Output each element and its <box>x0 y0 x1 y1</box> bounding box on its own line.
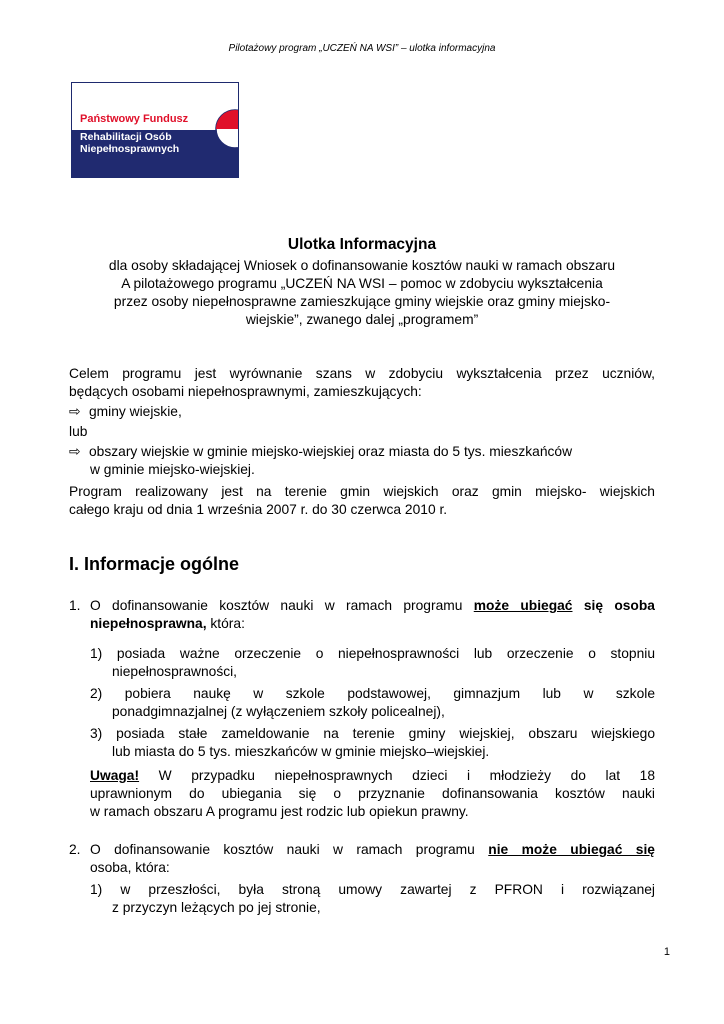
item-1-sub-3-cont: lub miasta do 5 tys. mieszkańców w gminie miejsko–wiejskiej. <box>112 744 490 759</box>
item-1-sub-3: 3) posiada stałe zameldowanie na terenie gminy wiejskiej, obszaru wiejskiego <box>90 726 655 741</box>
item-2-sub-1-cont: z przyczyn leżących po jej stronie, <box>112 900 321 915</box>
pfron-logo <box>71 82 239 178</box>
can-apply-text: może ubiegać <box>473 598 573 613</box>
item-1-sub-2: 2) pobiera naukę w szkole podstawowej, gimnazjum lub w szkole <box>90 686 655 701</box>
bullet-2-text: obszary wiejskie w gminie miejsko-wiejskiej oraz miasta do 5 tys. mieszkańców <box>89 444 573 459</box>
item-1-number: 1. <box>69 598 81 613</box>
logo-circle-icon <box>214 108 239 150</box>
arrow-right-icon: ⇨ <box>69 444 81 459</box>
logo-line-3: Niepełnosprawnych <box>80 143 180 155</box>
logo-text <box>80 131 179 155</box>
bullet-1 <box>69 404 182 420</box>
or-text: lub <box>69 424 88 439</box>
item-1-sub-1-cont: niepełnosprawności, <box>112 664 238 679</box>
item-2-line-2: osoba, która: <box>90 860 170 875</box>
program-line-2: całego kraju od dnia 1 września 2007 r. do 30 czerwca 2010 r. <box>69 502 448 517</box>
bullet-1-text: gminy wiejskie, <box>89 404 182 419</box>
item-1-sub-1: 1) posiada ważne orzeczenie o niepełnosprawności lub orzeczenie o stopniu <box>90 646 655 661</box>
intro-line-1: Celem programu jest wyrównanie szans w zdobyciu wykształcenia przez uczniów, <box>69 366 655 381</box>
note-label: Uwaga! <box>90 768 140 783</box>
subtitle-line-4: wiejskie”, zwanego dalej „programem” <box>245 312 479 327</box>
logo-line-1: Państwowy Fundusz <box>80 113 189 125</box>
cannot-apply-text: nie może ubiegać się <box>488 842 655 857</box>
item-1-line-2: niepełnosprawna, która: <box>90 616 245 631</box>
arrow-right-icon: ⇨ <box>69 404 81 419</box>
item-2-number: 2. <box>69 842 81 857</box>
bullet-2-continued: w gminie miejsko-wiejskiej. <box>90 462 255 477</box>
note-line-1: Uwaga! W przypadku niepełnosprawnych dzieci i młodzieży do lat 18 <box>90 768 655 783</box>
bullet-2 <box>69 444 572 460</box>
item-2-line-1: O dofinansowanie kosztów nauki w ramach programu nie może ubiegać się <box>90 842 655 857</box>
item-2-sub-1: 1) w przeszłości, była stroną umowy zawartej z PFRON i rozwiązanej <box>90 882 655 897</box>
item-1-line-1: O dofinansowanie kosztów nauki w ramach programu może ubiegać się osoba <box>90 598 655 613</box>
subtitle-line-1: dla osoby składającej Wniosek o dofinansowanie kosztów nauki w ramach obszaru <box>108 258 616 273</box>
subtitle-line-2: A pilotażowego programu „UCZEŃ NA WSI – pomoc w zdobyciu wykształcenia <box>121 276 603 291</box>
note-line-2: uprawnionym do ubiegania się o przyznanie dofinansowania kosztów nauki <box>90 786 655 801</box>
item-1-sub-2-cont: ponadgimnazjalnej (z wyłączeniem szkoły policealnej), <box>112 704 445 719</box>
subtitle-line-3: przez osoby niepełnosprawne zamieszkujące gminy wiejskie oraz gminy miejsko- <box>113 294 611 309</box>
program-line-1: Program realizowany jest na terenie gmin wiejskich oraz gmin miejsko- wiejskich <box>69 484 655 499</box>
section-heading: I. Informacje ogólne <box>69 554 240 574</box>
logo-line-2: Rehabilitacji Osób <box>80 131 172 143</box>
note-line-3: w ramach obszaru A programu jest rodzic lub opiekun prawny. <box>90 804 469 819</box>
page-header: Pilotażowy program „UCZEŃ NA WSI” – ulotka informacyjna <box>228 43 496 54</box>
intro-line-2: będących osobami niepełnosprawnymi, zamieszkujących: <box>69 384 422 399</box>
page-number: 1 <box>663 946 670 958</box>
document-title: Ulotka Informacyjna <box>287 236 437 253</box>
